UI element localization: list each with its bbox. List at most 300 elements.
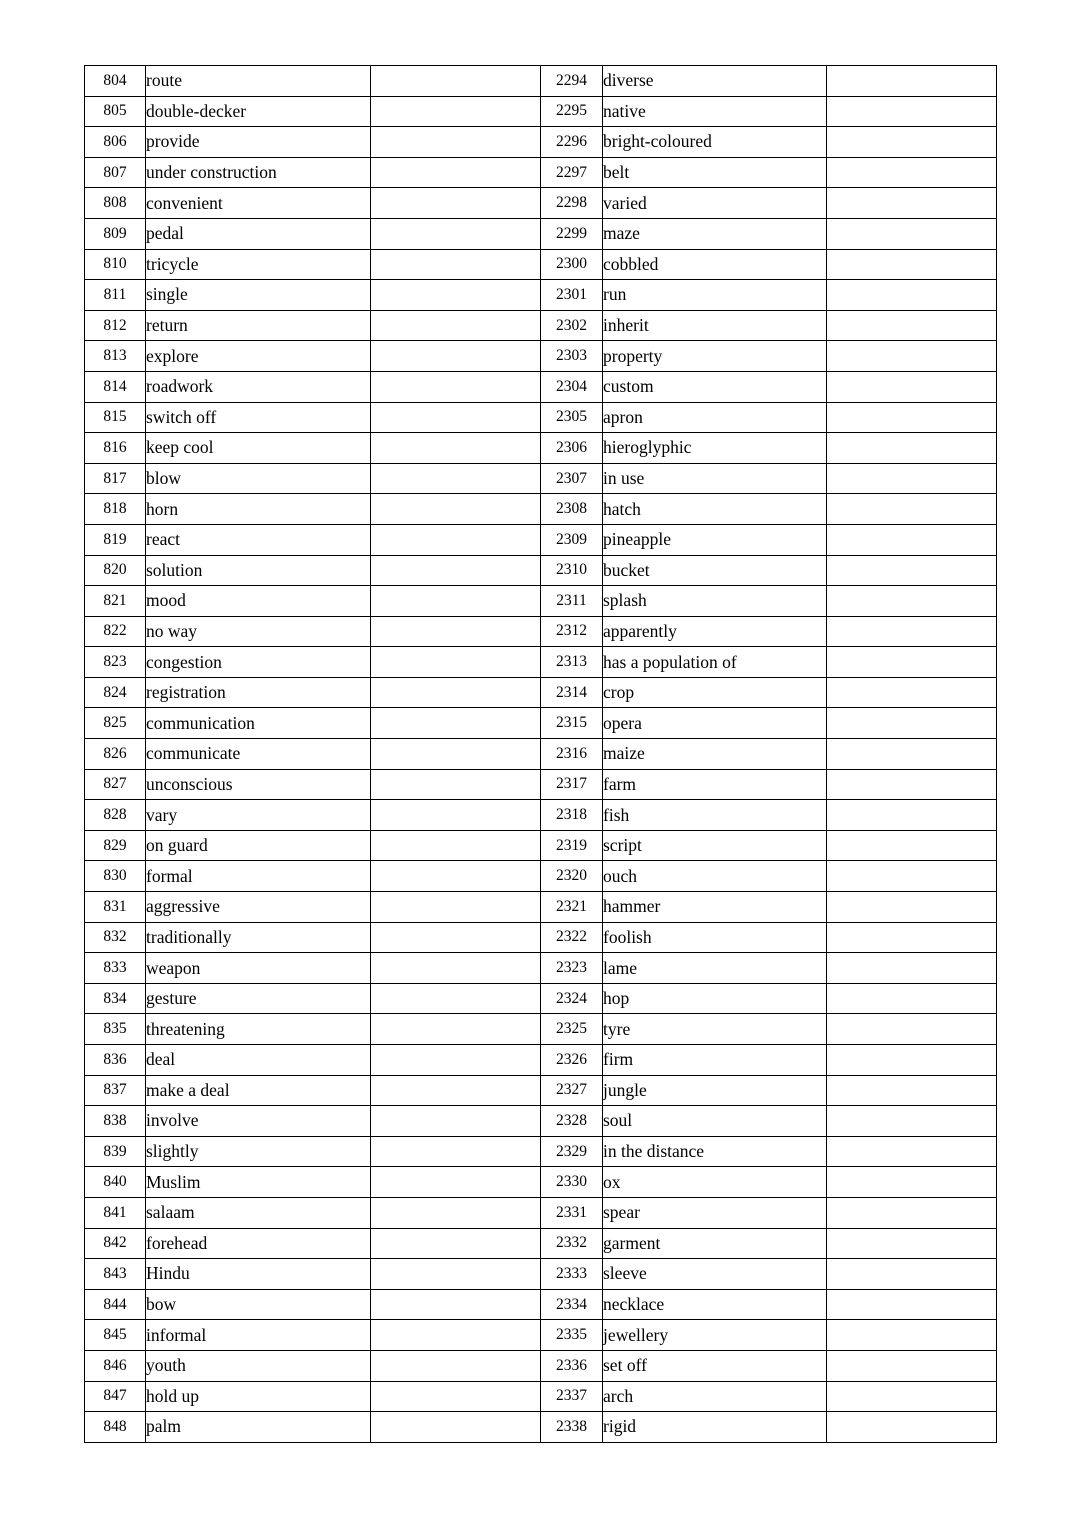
left-entry-word: double-decker	[146, 96, 371, 127]
right-entry-number: 2322	[541, 922, 603, 953]
left-entry-word: keep cool	[146, 433, 371, 464]
right-entry-number: 2301	[541, 280, 603, 311]
left-meaning-blank	[371, 280, 541, 311]
right-entry-word: maize	[603, 739, 827, 770]
vocabulary-sheet	[84, 65, 996, 1443]
right-meaning-blank	[827, 708, 997, 739]
left-entry-number: 806	[85, 127, 146, 158]
right-entry-word: in use	[603, 463, 827, 494]
left-meaning-blank	[371, 983, 541, 1014]
right-entry-number: 2298	[541, 188, 603, 219]
table-row	[85, 1259, 997, 1290]
table-row	[85, 1412, 997, 1443]
left-meaning-blank	[371, 157, 541, 188]
left-entry-number: 830	[85, 861, 146, 892]
table-row	[85, 1350, 997, 1381]
left-entry-number: 822	[85, 616, 146, 647]
right-entry-number: 2320	[541, 861, 603, 892]
right-meaning-blank	[827, 1381, 997, 1412]
right-entry-word: firm	[603, 1045, 827, 1076]
table-row	[85, 341, 997, 372]
right-entry-word: sleeve	[603, 1259, 827, 1290]
right-entry-word: lame	[603, 953, 827, 984]
left-meaning-blank	[371, 433, 541, 464]
left-entry-word: blow	[146, 463, 371, 494]
left-entry-word: under construction	[146, 157, 371, 188]
right-entry-word: farm	[603, 769, 827, 800]
right-meaning-blank	[827, 1289, 997, 1320]
left-meaning-blank	[371, 1136, 541, 1167]
table-row	[85, 555, 997, 586]
left-entry-word: weapon	[146, 953, 371, 984]
right-entry-number: 2327	[541, 1075, 603, 1106]
left-entry-word: route	[146, 66, 371, 97]
left-entry-word: tricycle	[146, 249, 371, 280]
left-meaning-blank	[371, 524, 541, 555]
right-entry-word: script	[603, 830, 827, 861]
right-entry-number: 2329	[541, 1136, 603, 1167]
left-meaning-blank	[371, 1106, 541, 1137]
right-entry-number: 2296	[541, 127, 603, 158]
right-entry-number: 2332	[541, 1228, 603, 1259]
right-meaning-blank	[827, 310, 997, 341]
left-entry-word: convenient	[146, 188, 371, 219]
right-meaning-blank	[827, 341, 997, 372]
right-meaning-blank	[827, 1136, 997, 1167]
table-row	[85, 1320, 997, 1351]
left-entry-word: Hindu	[146, 1259, 371, 1290]
table-row	[85, 249, 997, 280]
left-meaning-blank	[371, 892, 541, 923]
left-entry-word: formal	[146, 861, 371, 892]
right-meaning-blank	[827, 616, 997, 647]
right-entry-word: spear	[603, 1197, 827, 1228]
right-entry-number: 2297	[541, 157, 603, 188]
right-entry-number: 2321	[541, 892, 603, 923]
right-entry-word: apparently	[603, 616, 827, 647]
table-row	[85, 616, 997, 647]
left-entry-word: registration	[146, 677, 371, 708]
right-entry-number: 2315	[541, 708, 603, 739]
vocabulary-table	[84, 65, 997, 1443]
left-entry-number: 836	[85, 1045, 146, 1076]
left-entry-number: 815	[85, 402, 146, 433]
left-meaning-blank	[371, 769, 541, 800]
right-entry-word: hatch	[603, 494, 827, 525]
left-meaning-blank	[371, 1228, 541, 1259]
right-entry-word: diverse	[603, 66, 827, 97]
right-meaning-blank	[827, 830, 997, 861]
right-meaning-blank	[827, 1197, 997, 1228]
right-entry-word: foolish	[603, 922, 827, 953]
left-entry-number: 820	[85, 555, 146, 586]
table-row	[85, 892, 997, 923]
left-entry-number: 841	[85, 1197, 146, 1228]
left-meaning-blank	[371, 96, 541, 127]
right-entry-word: tyre	[603, 1014, 827, 1045]
left-meaning-blank	[371, 371, 541, 402]
right-meaning-blank	[827, 1350, 997, 1381]
right-meaning-blank	[827, 892, 997, 923]
table-row	[85, 953, 997, 984]
right-meaning-blank	[827, 800, 997, 831]
left-entry-word: explore	[146, 341, 371, 372]
right-entry-number: 2302	[541, 310, 603, 341]
left-meaning-blank	[371, 830, 541, 861]
right-entry-word: apron	[603, 402, 827, 433]
left-entry-number: 844	[85, 1289, 146, 1320]
left-meaning-blank	[371, 341, 541, 372]
right-entry-word: rigid	[603, 1412, 827, 1443]
left-entry-word: informal	[146, 1320, 371, 1351]
right-entry-word: varied	[603, 188, 827, 219]
right-meaning-blank	[827, 983, 997, 1014]
right-entry-number: 2330	[541, 1167, 603, 1198]
left-entry-word: on guard	[146, 830, 371, 861]
table-row	[85, 983, 997, 1014]
left-entry-number: 812	[85, 310, 146, 341]
right-meaning-blank	[827, 677, 997, 708]
table-row	[85, 861, 997, 892]
left-entry-number: 814	[85, 371, 146, 402]
right-entry-word: in the distance	[603, 1136, 827, 1167]
right-entry-number: 2295	[541, 96, 603, 127]
right-entry-number: 2299	[541, 218, 603, 249]
right-entry-word: cobbled	[603, 249, 827, 280]
left-entry-number: 821	[85, 586, 146, 617]
right-meaning-blank	[827, 433, 997, 464]
right-entry-word: necklace	[603, 1289, 827, 1320]
table-row	[85, 1197, 997, 1228]
left-meaning-blank	[371, 1167, 541, 1198]
right-entry-word: property	[603, 341, 827, 372]
right-meaning-blank	[827, 1014, 997, 1045]
left-entry-number: 827	[85, 769, 146, 800]
left-entry-number: 807	[85, 157, 146, 188]
left-meaning-blank	[371, 218, 541, 249]
table-row	[85, 524, 997, 555]
right-entry-number: 2313	[541, 647, 603, 678]
right-entry-number: 2331	[541, 1197, 603, 1228]
table-row	[85, 1228, 997, 1259]
right-meaning-blank	[827, 524, 997, 555]
right-meaning-blank	[827, 1106, 997, 1137]
right-entry-word: soul	[603, 1106, 827, 1137]
left-entry-number: 843	[85, 1259, 146, 1290]
table-row	[85, 463, 997, 494]
left-meaning-blank	[371, 555, 541, 586]
left-entry-number: 847	[85, 1381, 146, 1412]
right-meaning-blank	[827, 157, 997, 188]
left-entry-word: congestion	[146, 647, 371, 678]
right-entry-number: 2307	[541, 463, 603, 494]
right-entry-word: ox	[603, 1167, 827, 1198]
left-entry-number: 818	[85, 494, 146, 525]
left-entry-number: 837	[85, 1075, 146, 1106]
left-meaning-blank	[371, 402, 541, 433]
right-entry-number: 2328	[541, 1106, 603, 1137]
left-entry-word: salaam	[146, 1197, 371, 1228]
right-entry-word: maze	[603, 218, 827, 249]
left-meaning-blank	[371, 953, 541, 984]
vocabulary-table-body	[85, 66, 997, 1443]
table-row	[85, 280, 997, 311]
right-entry-number: 2338	[541, 1412, 603, 1443]
right-entry-word: fish	[603, 800, 827, 831]
left-entry-number: 808	[85, 188, 146, 219]
right-entry-word: garment	[603, 1228, 827, 1259]
left-entry-number: 811	[85, 280, 146, 311]
right-entry-number: 2319	[541, 830, 603, 861]
left-meaning-blank	[371, 1014, 541, 1045]
right-meaning-blank	[827, 1045, 997, 1076]
left-meaning-blank	[371, 188, 541, 219]
right-entry-word: arch	[603, 1381, 827, 1412]
right-meaning-blank	[827, 1320, 997, 1351]
left-entry-word: communication	[146, 708, 371, 739]
left-meaning-blank	[371, 1320, 541, 1351]
right-entry-word: set off	[603, 1350, 827, 1381]
left-entry-word: roadwork	[146, 371, 371, 402]
table-row	[85, 157, 997, 188]
left-entry-number: 839	[85, 1136, 146, 1167]
left-meaning-blank	[371, 1289, 541, 1320]
left-meaning-blank	[371, 647, 541, 678]
left-meaning-blank	[371, 1197, 541, 1228]
right-entry-word: bucket	[603, 555, 827, 586]
left-meaning-blank	[371, 1259, 541, 1290]
table-row	[85, 433, 997, 464]
right-entry-number: 2337	[541, 1381, 603, 1412]
left-entry-word: vary	[146, 800, 371, 831]
table-row	[85, 1075, 997, 1106]
table-row	[85, 922, 997, 953]
left-meaning-blank	[371, 310, 541, 341]
left-entry-number: 819	[85, 524, 146, 555]
table-row	[85, 1289, 997, 1320]
left-entry-word: react	[146, 524, 371, 555]
left-entry-word: hold up	[146, 1381, 371, 1412]
left-entry-number: 824	[85, 677, 146, 708]
right-entry-number: 2310	[541, 555, 603, 586]
left-entry-word: make a deal	[146, 1075, 371, 1106]
left-entry-word: return	[146, 310, 371, 341]
left-entry-word: horn	[146, 494, 371, 525]
left-entry-number: 834	[85, 983, 146, 1014]
left-entry-number: 846	[85, 1350, 146, 1381]
left-entry-word: single	[146, 280, 371, 311]
right-meaning-blank	[827, 188, 997, 219]
left-entry-number: 817	[85, 463, 146, 494]
left-entry-word: switch off	[146, 402, 371, 433]
left-entry-word: forehead	[146, 1228, 371, 1259]
right-entry-number: 2335	[541, 1320, 603, 1351]
table-row	[85, 96, 997, 127]
table-row	[85, 1136, 997, 1167]
table-row	[85, 739, 997, 770]
table-row	[85, 1045, 997, 1076]
right-entry-number: 2304	[541, 371, 603, 402]
left-meaning-blank	[371, 1045, 541, 1076]
left-entry-number: 838	[85, 1106, 146, 1137]
right-entry-number: 2314	[541, 677, 603, 708]
left-entry-word: communicate	[146, 739, 371, 770]
left-meaning-blank	[371, 1412, 541, 1443]
right-entry-number: 2316	[541, 739, 603, 770]
table-row	[85, 830, 997, 861]
table-row	[85, 800, 997, 831]
left-meaning-blank	[371, 66, 541, 97]
right-entry-word: native	[603, 96, 827, 127]
left-entry-number: 816	[85, 433, 146, 464]
right-meaning-blank	[827, 1167, 997, 1198]
left-entry-number: 833	[85, 953, 146, 984]
left-entry-number: 835	[85, 1014, 146, 1045]
right-entry-word: jewellery	[603, 1320, 827, 1351]
left-meaning-blank	[371, 708, 541, 739]
left-entry-word: pedal	[146, 218, 371, 249]
table-row	[85, 310, 997, 341]
right-entry-word: splash	[603, 586, 827, 617]
right-meaning-blank	[827, 1259, 997, 1290]
left-entry-word: youth	[146, 1350, 371, 1381]
right-meaning-blank	[827, 127, 997, 158]
right-entry-word: pineapple	[603, 524, 827, 555]
right-entry-number: 2305	[541, 402, 603, 433]
left-entry-word: palm	[146, 1412, 371, 1443]
right-entry-word: has a population of	[603, 647, 827, 678]
left-entry-number: 848	[85, 1412, 146, 1443]
left-meaning-blank	[371, 586, 541, 617]
right-meaning-blank	[827, 494, 997, 525]
right-meaning-blank	[827, 739, 997, 770]
left-entry-number: 809	[85, 218, 146, 249]
left-entry-number: 825	[85, 708, 146, 739]
left-meaning-blank	[371, 1381, 541, 1412]
right-entry-number: 2326	[541, 1045, 603, 1076]
table-row	[85, 188, 997, 219]
left-meaning-blank	[371, 494, 541, 525]
table-row	[85, 586, 997, 617]
table-row	[85, 402, 997, 433]
right-meaning-blank	[827, 953, 997, 984]
left-entry-word: slightly	[146, 1136, 371, 1167]
right-entry-word: bright-coloured	[603, 127, 827, 158]
right-meaning-blank	[827, 647, 997, 678]
right-meaning-blank	[827, 218, 997, 249]
right-entry-word: run	[603, 280, 827, 311]
table-row	[85, 1381, 997, 1412]
left-entry-word: traditionally	[146, 922, 371, 953]
right-entry-number: 2317	[541, 769, 603, 800]
left-entry-number: 829	[85, 830, 146, 861]
right-entry-word: opera	[603, 708, 827, 739]
right-meaning-blank	[827, 555, 997, 586]
left-entry-number: 831	[85, 892, 146, 923]
left-entry-word: solution	[146, 555, 371, 586]
left-entry-word: mood	[146, 586, 371, 617]
right-entry-number: 2303	[541, 341, 603, 372]
table-row	[85, 769, 997, 800]
right-meaning-blank	[827, 922, 997, 953]
left-meaning-blank	[371, 677, 541, 708]
left-entry-word: aggressive	[146, 892, 371, 923]
table-row	[85, 1167, 997, 1198]
right-entry-number: 2323	[541, 953, 603, 984]
right-entry-word: hammer	[603, 892, 827, 923]
left-entry-number: 842	[85, 1228, 146, 1259]
right-entry-number: 2309	[541, 524, 603, 555]
right-entry-word: hop	[603, 983, 827, 1014]
right-meaning-blank	[827, 769, 997, 800]
right-entry-number: 2324	[541, 983, 603, 1014]
table-row	[85, 218, 997, 249]
right-meaning-blank	[827, 402, 997, 433]
left-entry-number: 840	[85, 1167, 146, 1198]
left-entry-word: no way	[146, 616, 371, 647]
right-meaning-blank	[827, 1228, 997, 1259]
left-meaning-blank	[371, 249, 541, 280]
left-entry-number: 828	[85, 800, 146, 831]
right-meaning-blank	[827, 66, 997, 97]
left-meaning-blank	[371, 739, 541, 770]
right-entry-number: 2334	[541, 1289, 603, 1320]
left-meaning-blank	[371, 1075, 541, 1106]
left-meaning-blank	[371, 922, 541, 953]
left-entry-word: provide	[146, 127, 371, 158]
right-entry-number: 2308	[541, 494, 603, 525]
table-row	[85, 1014, 997, 1045]
right-meaning-blank	[827, 463, 997, 494]
left-meaning-blank	[371, 463, 541, 494]
table-row	[85, 647, 997, 678]
right-entry-word: custom	[603, 371, 827, 402]
left-meaning-blank	[371, 800, 541, 831]
right-meaning-blank	[827, 280, 997, 311]
left-entry-number: 810	[85, 249, 146, 280]
right-entry-number: 2300	[541, 249, 603, 280]
left-entry-word: Muslim	[146, 1167, 371, 1198]
right-entry-word: jungle	[603, 1075, 827, 1106]
right-entry-word: hieroglyphic	[603, 433, 827, 464]
right-entry-number: 2312	[541, 616, 603, 647]
left-entry-number: 813	[85, 341, 146, 372]
right-entry-number: 2333	[541, 1259, 603, 1290]
right-meaning-blank	[827, 249, 997, 280]
right-meaning-blank	[827, 1412, 997, 1443]
right-entry-number: 2318	[541, 800, 603, 831]
left-meaning-blank	[371, 861, 541, 892]
right-entry-number: 2306	[541, 433, 603, 464]
right-entry-word: ouch	[603, 861, 827, 892]
left-entry-number: 826	[85, 739, 146, 770]
right-meaning-blank	[827, 586, 997, 617]
left-meaning-blank	[371, 127, 541, 158]
table-row	[85, 371, 997, 402]
right-meaning-blank	[827, 371, 997, 402]
left-entry-word: deal	[146, 1045, 371, 1076]
right-entry-number: 2294	[541, 66, 603, 97]
table-row	[85, 66, 997, 97]
right-entry-number: 2325	[541, 1014, 603, 1045]
left-entry-word: threatening	[146, 1014, 371, 1045]
left-entry-number: 832	[85, 922, 146, 953]
left-entry-word: gesture	[146, 983, 371, 1014]
left-entry-word: bow	[146, 1289, 371, 1320]
right-entry-number: 2336	[541, 1350, 603, 1381]
right-entry-number: 2311	[541, 586, 603, 617]
right-meaning-blank	[827, 1075, 997, 1106]
